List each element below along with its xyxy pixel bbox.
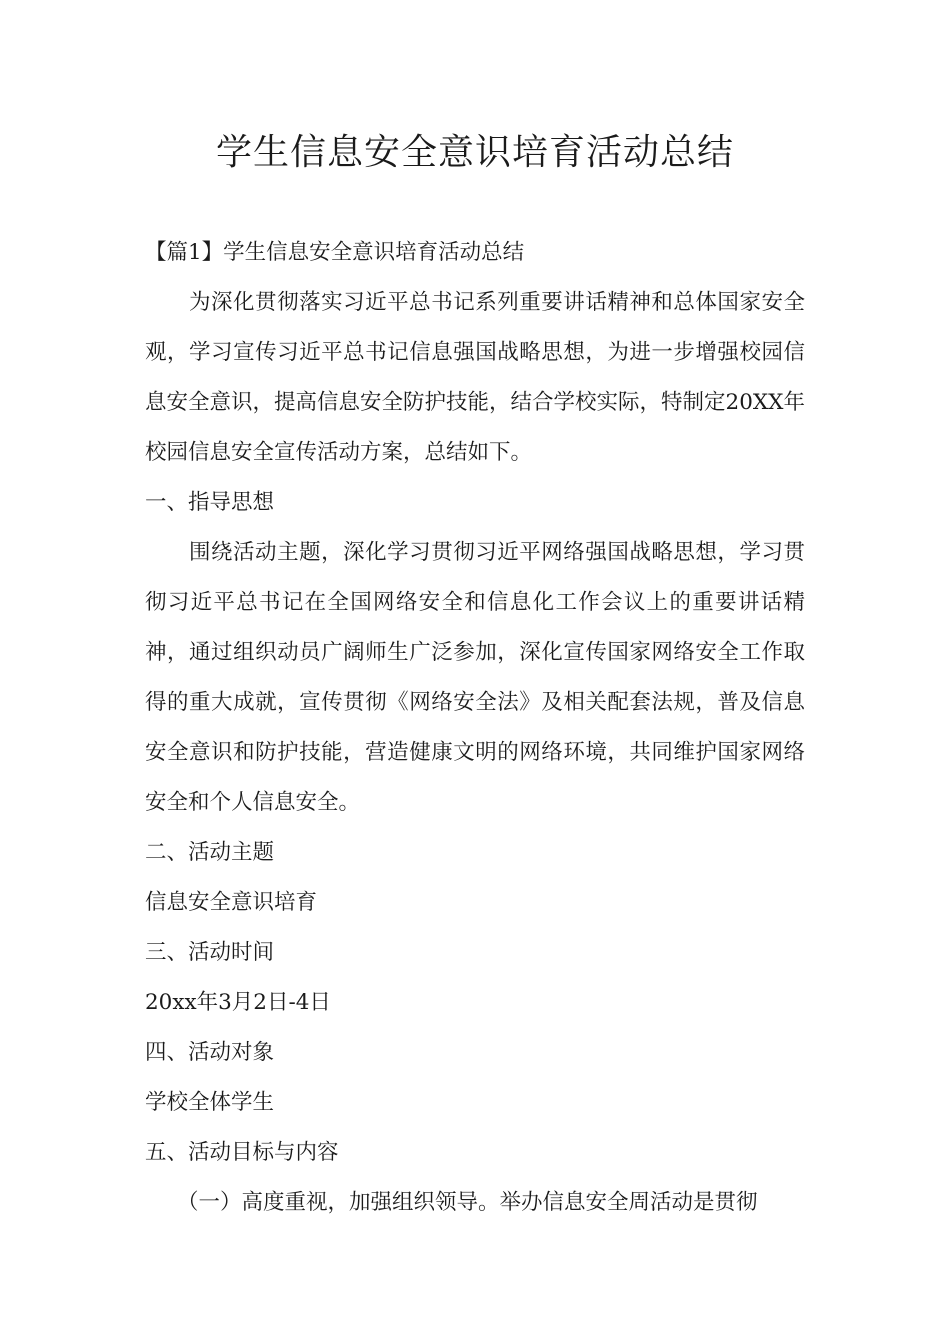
body-line: 学校全体学生 [145, 1090, 275, 1115]
body-paragraph: （一）高度重视，加强组织领导。举办信息安全周活动是贯彻 [177, 1190, 758, 1215]
section-heading: 五、活动目标与内容 [145, 1140, 339, 1165]
body-paragraph: 围绕活动主题，深化学习贯彻习近平网络强国战略思想，学习贯彻习近平总书记在全国网络安全和信息化工作会议上的重要讲话精神，通过组织动员广阔师生广泛参加，深化宣传国家网络安全工作取得的重大成就，宣传贯彻《网络安全法》及相关配套法规，普及信息安全意识和防护技能，营造健康文明的网络环境，共同维护国家网络安全和个人信息安全。 [145, 540, 805, 815]
section-heading: 三、活动时间 [145, 940, 275, 965]
body-line: 20xx年3月2日-4日 [145, 990, 331, 1015]
body-paragraph: 为深化贯彻落实习近平总书记系列重要讲话精神和总体国家安全观，学习宣传习近平总书记信息强国战略思想，为进一步增强校园信息安全意识，提高信息安全防护技能，结合学校实际，特制定20XX年校园信息安全宣传活动方案，总结如下。 [145, 290, 805, 465]
body-line: 信息安全意识培育 [145, 890, 318, 915]
section-heading: 四、活动对象 [145, 1040, 275, 1065]
section-heading: 二、活动主题 [145, 840, 275, 865]
section-heading: 【篇1】学生信息安全意识培育活动总结 [145, 240, 525, 265]
document-title: 学生信息安全意识培育活动总结 [215, 132, 734, 173]
section-heading: 一、指导思想 [145, 490, 275, 515]
document-body [145, 228, 805, 1228]
